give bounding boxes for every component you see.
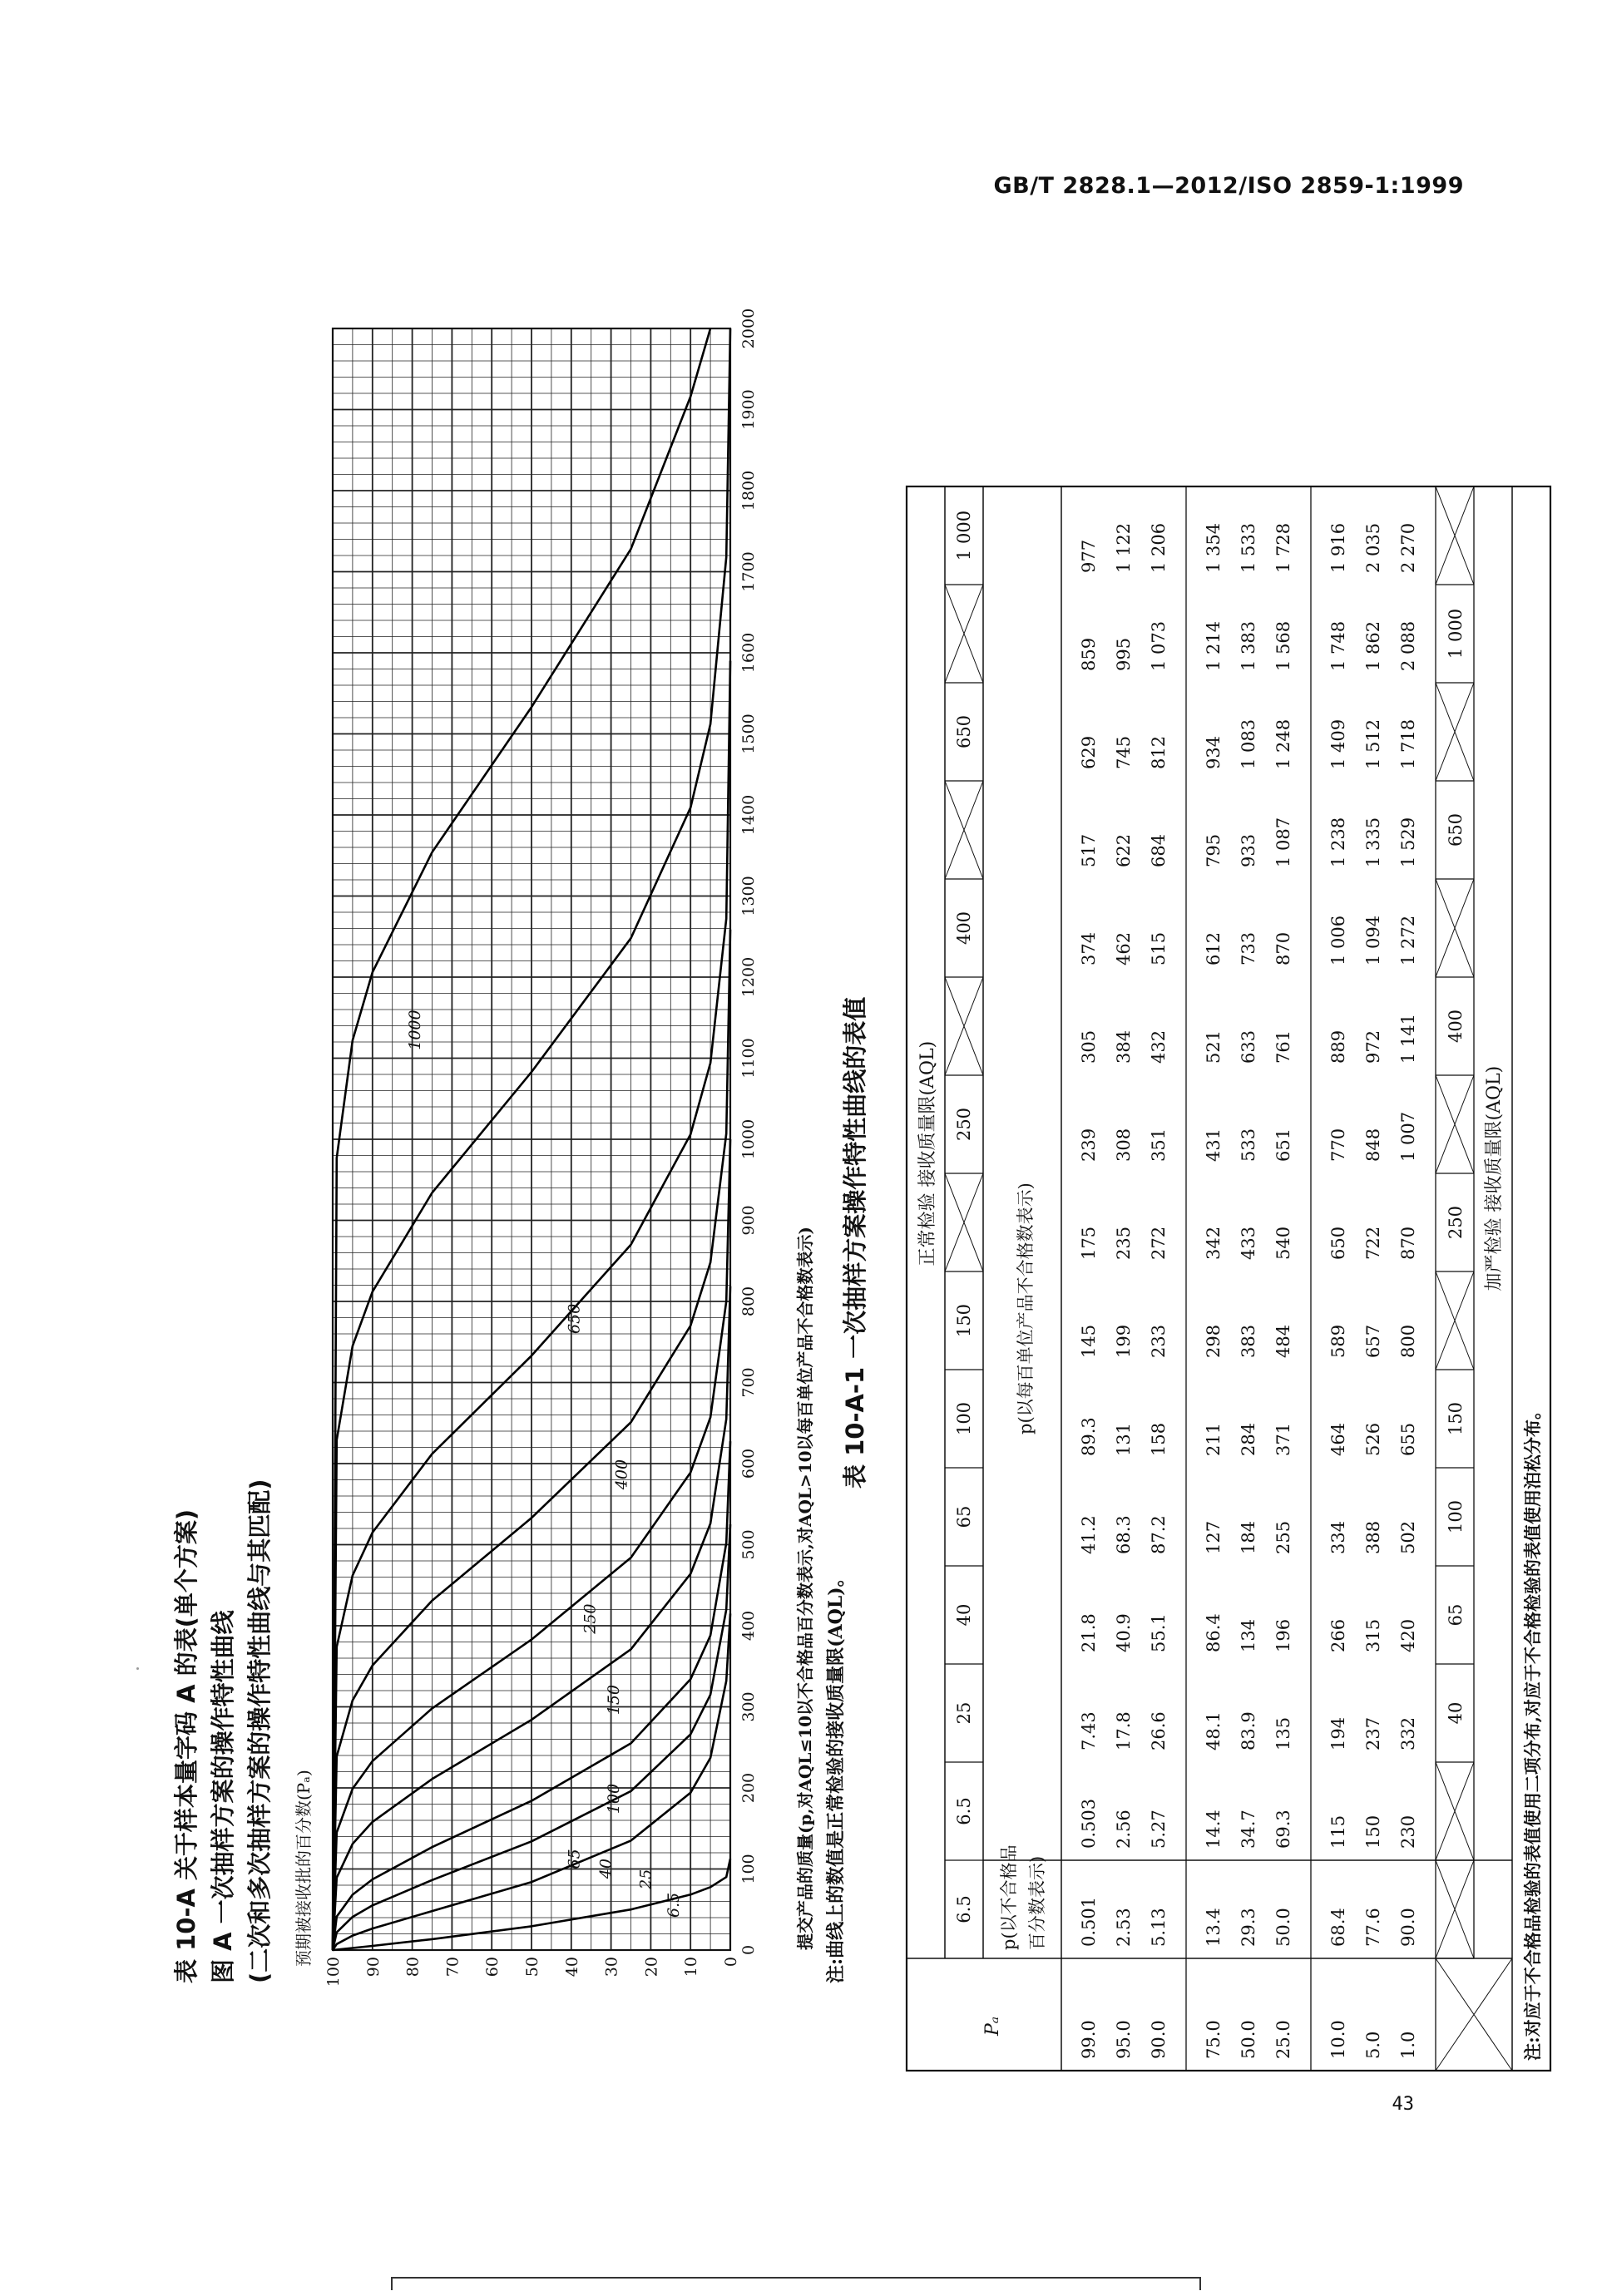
x-tick-label: 1400: [739, 794, 758, 836]
y-tick-label: 50: [523, 1957, 541, 1978]
table-cell: 29.3: [1239, 1908, 1258, 1947]
table-cell: 17.8: [1114, 1711, 1134, 1750]
table-cell: 0.503: [1079, 1798, 1099, 1849]
y-tick-label: 60: [483, 1957, 502, 1978]
table-cell: 684: [1149, 833, 1169, 867]
table-cell: 1 568: [1273, 620, 1293, 671]
y-tick-label: 70: [443, 1957, 462, 1978]
table-cell: 589: [1328, 1324, 1348, 1358]
pa-value: 50.0: [1239, 2020, 1258, 2059]
x-tick-label: 400: [739, 1610, 758, 1642]
y-tick-label: 10: [682, 1957, 701, 1978]
x-tick-label: 0: [739, 1944, 758, 1956]
footer-strip: [391, 2277, 1201, 2290]
table-cell: 150: [1363, 1815, 1383, 1849]
pa-value: 25.0: [1273, 2020, 1293, 2059]
table-cell: 1 083: [1239, 718, 1258, 769]
table-cell: 134: [1239, 1618, 1258, 1652]
table-cell: 1 087: [1273, 817, 1293, 867]
normal-aql-value: 40: [954, 1603, 974, 1627]
table-cell: 1 122: [1114, 522, 1134, 573]
oc-table-section: [841, 486, 1550, 2071]
table-cell: 68.4: [1328, 1908, 1348, 1947]
oc-table: [907, 486, 1550, 2071]
table-cell: 211: [1204, 1422, 1224, 1456]
table-cell: 521: [1204, 1029, 1224, 1064]
table-cell: 972: [1363, 1029, 1383, 1064]
table-cell: 239: [1079, 1128, 1099, 1162]
x-tick-label: 700: [739, 1367, 758, 1398]
tightened-aql-value: 150: [1446, 1401, 1466, 1436]
tightened-aql-value: 1 000: [1446, 608, 1466, 659]
x-tick-label: 600: [739, 1448, 758, 1479]
curve-label: 40: [596, 1859, 616, 1879]
table-cell: 651: [1273, 1128, 1293, 1162]
x-tick-label: 1900: [739, 389, 758, 430]
y-tick-label: 20: [642, 1957, 661, 1978]
x-tick-label: 2000: [739, 308, 758, 349]
table-cell: 21.8: [1079, 1613, 1099, 1652]
table-cell: 859: [1079, 637, 1099, 671]
table-cell: 722: [1363, 1226, 1383, 1260]
x-tick-label: 1500: [739, 713, 758, 754]
table-cell: 1 094: [1363, 915, 1383, 965]
table-cell: 526: [1363, 1422, 1383, 1456]
table-cell: 83.9: [1239, 1711, 1258, 1750]
x-tick-label: 1100: [739, 1038, 758, 1079]
oc-chart: [324, 309, 758, 1987]
table-cell: 629: [1079, 735, 1099, 769]
table-cell: 431: [1204, 1128, 1224, 1162]
curve-label: 400: [612, 1459, 631, 1490]
table-cell: 272: [1149, 1226, 1169, 1260]
table-cell: 464: [1328, 1422, 1348, 1456]
normal-aql-header: 正常检验 接收质量限(AQL): [917, 1040, 938, 1267]
x-tick-label: 1300: [739, 876, 758, 916]
table-cell: 1 862: [1363, 620, 1383, 671]
table-cell: 2 088: [1398, 620, 1418, 671]
normal-aql-value: 400: [954, 911, 974, 946]
table-cell: 0.501: [1079, 1896, 1099, 1947]
table-cell: 432: [1149, 1029, 1169, 1064]
table-cell: 305: [1079, 1029, 1099, 1064]
x-tick-label: 500: [739, 1529, 758, 1560]
table-cell: 68.3: [1114, 1515, 1134, 1554]
table-cell: 384: [1114, 1029, 1134, 1064]
table-cell: 934: [1204, 735, 1224, 769]
table-note: 注:对应于不合格品检验的表值使用二项分布,对应于不合格检验的表值使用泊松分布。: [1522, 1401, 1543, 2061]
table-cell: 533: [1239, 1128, 1258, 1162]
table-cell: 388: [1363, 1520, 1383, 1554]
table-cell: 633: [1239, 1029, 1258, 1064]
table-cell: 184: [1239, 1520, 1258, 1554]
table-cell: 848: [1363, 1128, 1383, 1162]
normal-aql-value: 100: [954, 1401, 974, 1436]
table-cell: 1 512: [1363, 718, 1383, 769]
y-tick-label: 40: [562, 1957, 581, 1978]
pa-value: 1.0: [1398, 2031, 1418, 2059]
table-cell: 1 141: [1398, 1013, 1418, 1064]
normal-aql-value: 65: [954, 1505, 974, 1528]
table-cell: 237: [1363, 1716, 1383, 1750]
table-cell: 1 354: [1204, 522, 1224, 573]
table-cell: 7.43: [1079, 1711, 1099, 1750]
table-cell: 89.3: [1079, 1417, 1099, 1456]
curve-label: 6.5: [664, 1892, 683, 1918]
x-tick-label: 800: [739, 1286, 758, 1317]
table-cell: 371: [1273, 1422, 1293, 1456]
table-cell: 1 529: [1398, 817, 1418, 867]
table-cell: 870: [1273, 931, 1293, 965]
tightened-aql-value: 65: [1446, 1603, 1466, 1627]
table-cell: 995: [1114, 637, 1134, 671]
table-cell: 383: [1239, 1324, 1258, 1358]
table-cell: 41.2: [1079, 1515, 1099, 1554]
table-cell: 622: [1114, 833, 1134, 867]
normal-aql-value: 650: [954, 714, 974, 749]
table-cell: 194: [1328, 1716, 1348, 1750]
table-cell: 158: [1149, 1422, 1169, 1456]
table-cell: 870: [1398, 1226, 1418, 1260]
tightened-aql-value: 100: [1446, 1499, 1466, 1534]
table-cell: 612: [1204, 931, 1224, 965]
table-cell: 761: [1273, 1029, 1293, 1064]
table-cell: 48.1: [1204, 1711, 1224, 1750]
x-tick-label: 1700: [739, 551, 758, 592]
table-cell: 5.13: [1149, 1908, 1169, 1947]
table-cell: 266: [1328, 1618, 1348, 1652]
curve-label: 100: [605, 1783, 624, 1815]
table-cell: 933: [1239, 833, 1258, 867]
table-cell: 655: [1398, 1422, 1418, 1456]
pa-value: 90.0: [1149, 2020, 1169, 2059]
tightened-aql-value: 400: [1446, 1009, 1466, 1044]
table-cell: 13.4: [1204, 1908, 1224, 1947]
figure-title-line2: 图 A 一次抽样方案的操作特性曲线: [209, 1610, 237, 1983]
y-tick-label: 0: [722, 1957, 740, 1968]
table-cell: 420: [1398, 1618, 1418, 1652]
table-cell: 5.27: [1149, 1810, 1169, 1849]
table-cell: 86.4: [1204, 1613, 1224, 1652]
table-cell: 115: [1328, 1815, 1348, 1849]
normal-aql-value: 25: [954, 1701, 974, 1725]
pa-value: 99.0: [1079, 2020, 1099, 2059]
figure-note: 注:曲线上的数值是正常检验的接收质量限(AQL)。: [825, 1568, 847, 1983]
table-cell: 127: [1204, 1520, 1224, 1554]
table-cell: 230: [1398, 1815, 1418, 1849]
x-tick-label: 100: [739, 1854, 758, 1884]
standard-number: GB/T 2828.1—2012/ISO 2859-1:1999: [993, 173, 1464, 199]
table-frame: [907, 486, 1550, 2071]
table-cell: 1 409: [1328, 718, 1348, 769]
curve-label: 650: [565, 1303, 584, 1334]
table-cell: 1 383: [1239, 620, 1258, 671]
curve-label: 1000: [406, 1010, 425, 1050]
table-cell: 1 335: [1363, 817, 1383, 867]
table-cell: 462: [1114, 931, 1134, 965]
table-cell: 145: [1079, 1324, 1099, 1358]
x-tick-label: 1800: [739, 470, 758, 511]
table-cell: 334: [1328, 1520, 1348, 1554]
table-cell: 2 270: [1398, 522, 1418, 573]
table-cell: 502: [1398, 1520, 1418, 1554]
table-cell: 2.53: [1114, 1908, 1134, 1947]
table-cell: 332: [1398, 1716, 1418, 1750]
table-cell: 650: [1328, 1226, 1348, 1260]
table-cell: 484: [1273, 1324, 1293, 1358]
x-tick-label: 1000: [739, 1118, 758, 1160]
x-tick-label: 200: [739, 1772, 758, 1804]
table-cell: 1 533: [1239, 522, 1258, 573]
x-tick-label: 1600: [739, 632, 758, 674]
x-tick-label: 300: [739, 1691, 758, 1722]
figure-title-line1: 表 10-A 关于样本量字码 A 的表(单个方案): [172, 1508, 200, 1983]
table-cell: 69.3: [1273, 1810, 1293, 1849]
table-cell: 131: [1114, 1422, 1134, 1456]
pa-value: 5.0: [1363, 2031, 1383, 2059]
curve-label: 65: [565, 1849, 584, 1869]
curve-label: 250: [581, 1603, 600, 1634]
tightened-aql-value: 650: [1446, 812, 1466, 847]
oc-figure: [172, 309, 847, 1987]
table-cell: 34.7: [1239, 1810, 1258, 1849]
table-cell: 795: [1204, 833, 1224, 867]
table-cell: 298: [1204, 1324, 1224, 1358]
tightened-aql-value: 40: [1446, 1701, 1466, 1725]
table-cell: 175: [1079, 1226, 1099, 1260]
table-cell: 889: [1328, 1029, 1348, 1064]
table-cell: 308: [1114, 1128, 1134, 1162]
pa-value: 75.0: [1204, 2020, 1224, 2059]
table-cell: 2 035: [1363, 522, 1383, 573]
table-cell: 90.0: [1398, 1908, 1418, 1947]
page-number: 43: [1392, 2094, 1414, 2115]
figure-title-line3: (二次和多次抽样方案的操作特性曲线与其匹配): [245, 1479, 274, 1983]
pa-header: Pₐ: [982, 2016, 1003, 2036]
table-cell: 657: [1363, 1324, 1383, 1358]
table-cell: 284: [1239, 1422, 1258, 1456]
scan-speck: [136, 1667, 139, 1670]
table-cell: 14.4: [1204, 1810, 1224, 1849]
table-cell: 745: [1114, 735, 1134, 769]
normal-aql-value: 150: [954, 1303, 974, 1338]
table-cell: 374: [1079, 931, 1099, 965]
table-cell: 1 007: [1398, 1111, 1418, 1162]
y-tick-label: 80: [403, 1957, 423, 1978]
table-cell: 515: [1149, 931, 1169, 965]
x-tick-label: 1200: [739, 956, 758, 998]
table-cell: 233: [1149, 1324, 1169, 1358]
table-cell: 733: [1239, 931, 1258, 965]
tightened-aql-header: 加严检验 接收质量限(AQL): [1484, 1065, 1505, 1291]
table-cell: 1 248: [1273, 718, 1293, 769]
table-cell: 50.0: [1273, 1908, 1293, 1947]
y-tick-label: 90: [363, 1957, 383, 1978]
table-cell: 1 916: [1328, 522, 1348, 573]
pa-value: 95.0: [1114, 2020, 1134, 2059]
y-tick-label: 30: [602, 1957, 621, 1978]
curve-label: 150: [605, 1684, 624, 1716]
table-cell: 517: [1079, 833, 1099, 867]
table-cell: 540: [1273, 1226, 1293, 1260]
x-tick-label: 900: [739, 1205, 758, 1236]
p-per100-label: p(以每百单位产品不合格数表示): [1016, 1183, 1036, 1434]
normal-aql-value: 6.5: [954, 1895, 974, 1923]
table-cell: 812: [1149, 735, 1169, 769]
p-percent-label: 百分数表示): [1027, 1855, 1047, 1950]
normal-aql-value: 1 000: [954, 510, 974, 561]
curve-label: 25: [636, 1869, 655, 1889]
table-cell: 1 272: [1398, 915, 1418, 965]
table-cell: 1 238: [1328, 817, 1348, 867]
table-cell: 977: [1079, 539, 1099, 573]
table-cell: 255: [1273, 1520, 1293, 1554]
table-cell: 40.9: [1114, 1613, 1134, 1652]
table-cell: 433: [1239, 1226, 1258, 1260]
table-title: 表 10-A-1 一次抽样方案操作特性曲线的表值: [841, 996, 869, 1489]
table-cell: 26.6: [1149, 1711, 1169, 1750]
tightened-aql-value: 250: [1446, 1205, 1466, 1240]
y-tick-label: 100: [324, 1957, 343, 1987]
p-percent-label: p(以不合格品: [999, 1844, 1019, 1950]
table-cell: 1 718: [1398, 718, 1418, 769]
table-cell: 235: [1114, 1226, 1134, 1260]
table-cell: 2.56: [1114, 1810, 1134, 1849]
table-cell: 87.2: [1149, 1515, 1169, 1554]
table-cell: 1 214: [1204, 620, 1224, 671]
table-cell: 196: [1273, 1618, 1293, 1652]
table-cell: 77.6: [1363, 1908, 1383, 1947]
table-cell: 1 006: [1328, 915, 1348, 965]
normal-aql-value: 250: [954, 1107, 974, 1142]
table-cell: 1 728: [1273, 522, 1293, 573]
table-cell: 1 748: [1328, 620, 1348, 671]
y-axis-title: 预期被接收批的百分数(Pₐ): [294, 1770, 314, 1967]
x-axis-title: 提交产品的质量(p,对AQL≤10以不合格品百分数表示,对AQL>10以每百单位产品不合格数表示): [795, 1226, 815, 1950]
table-cell: 770: [1328, 1128, 1348, 1162]
pa-value: 10.0: [1328, 2020, 1348, 2059]
table-cell: 315: [1363, 1618, 1383, 1652]
table-cell: 800: [1398, 1324, 1418, 1358]
table-cell: 55.1: [1149, 1613, 1169, 1652]
table-cell: 199: [1114, 1324, 1134, 1358]
table-cell: 351: [1149, 1128, 1169, 1162]
table-cell: 135: [1273, 1716, 1293, 1750]
table-cell: 342: [1204, 1226, 1224, 1260]
normal-aql-value: 6.5: [954, 1797, 974, 1825]
table-cell: 1 073: [1149, 620, 1169, 671]
table-cell: 1 206: [1149, 522, 1169, 573]
